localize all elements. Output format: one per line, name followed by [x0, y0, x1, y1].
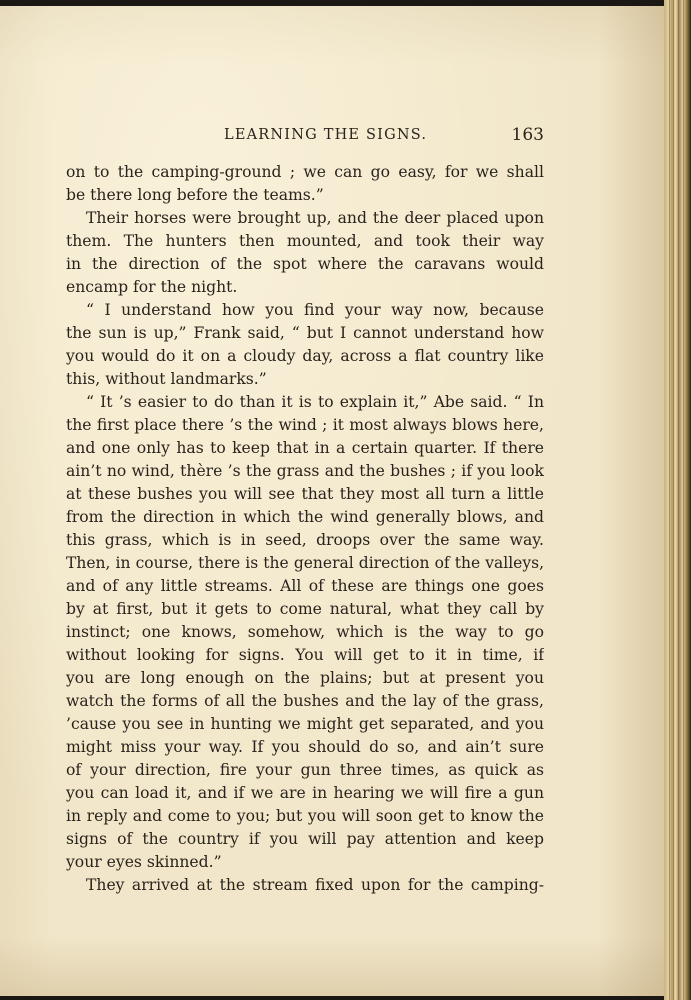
text-line: ’cause you see in hunting we might get separated, and you [66, 715, 544, 733]
text-line: from the direction in which the wind generally blows, and [66, 508, 544, 526]
page-edge-line [669, 0, 670, 1000]
text-line: “ I understand how you find your way now, because [86, 301, 544, 319]
page-edge-line [673, 0, 674, 1000]
page-edge-line [683, 0, 684, 1000]
text-line: this, without landmarks.” [66, 370, 267, 388]
text-line: without looking for signs. You will get to it in time, if [66, 646, 544, 664]
text-line: and one only has to keep that in a certain quarter. If there [66, 439, 544, 457]
text-line: ain’t no wind, thère ’s the grass and the bushes ; if you look [66, 462, 544, 480]
text-line: encamp for the night. [66, 278, 238, 296]
text-line: Then, in course, there is the general direction of the valleys, [66, 554, 544, 572]
text-line: them. The hunters then mounted, and took their way [66, 232, 544, 250]
text-line: you can load it, and if we are in hearing we will fire a gun [66, 784, 544, 802]
text-line: be there long before the teams.” [66, 186, 324, 204]
text-line: watch the forms of all the bushes and the lay of the grass, [66, 692, 544, 710]
text-line: of your direction, fire your gun three times, as quick as [66, 761, 544, 779]
text-line: in the direction of the spot where the caravans would [66, 255, 544, 273]
text-line: by at first, but it gets to come natural, what they call by [66, 600, 544, 618]
text-line: this grass, which is in seed, droops over the same way. [66, 531, 544, 549]
page-edges [664, 0, 691, 1000]
text-line: They arrived at the stream fixed upon for the camping- [86, 876, 544, 894]
text-line: “ It ’s easier to do than it is to explain it,” Abe said. “ In [86, 393, 544, 411]
text-line: on to the camping-ground ; we can go easy, for we shall [66, 163, 544, 181]
text-line: at these bushes you will see that they most all turn a little [66, 485, 544, 503]
text-line: signs of the country if you will pay attention and keep [66, 830, 544, 848]
text-line: the first place there ’s the wind ; it most always blows here, [66, 416, 544, 434]
text-line: you would do it on a cloudy day, across a flat country like [66, 347, 544, 365]
body-text [66, 161, 544, 897]
text-line: your eyes skinned.” [66, 853, 222, 871]
text-line: instinct; one knows, somehow, which is the way to go [66, 623, 544, 641]
text-line: in reply and come to you; but you will soon get to know the [66, 807, 544, 825]
page-header [64, 125, 544, 149]
text-line: and of any little streams. All of these are things one goes [66, 577, 544, 595]
text-line: might miss your way. If you should do so, and ain’t sure [66, 738, 544, 756]
page-edge-line [678, 0, 679, 1000]
text-line: you are long enough on the plains; but at present you [66, 669, 544, 687]
running-head: LEARNING THE SIGNS. [224, 127, 428, 143]
text-line: the sun is up,” Frank said, “ but I cannot understand how [66, 324, 544, 342]
page-number: 163 [511, 125, 544, 145]
book-page [0, 6, 664, 996]
text-line: Their horses were brought up, and the deer placed upon [86, 209, 544, 227]
